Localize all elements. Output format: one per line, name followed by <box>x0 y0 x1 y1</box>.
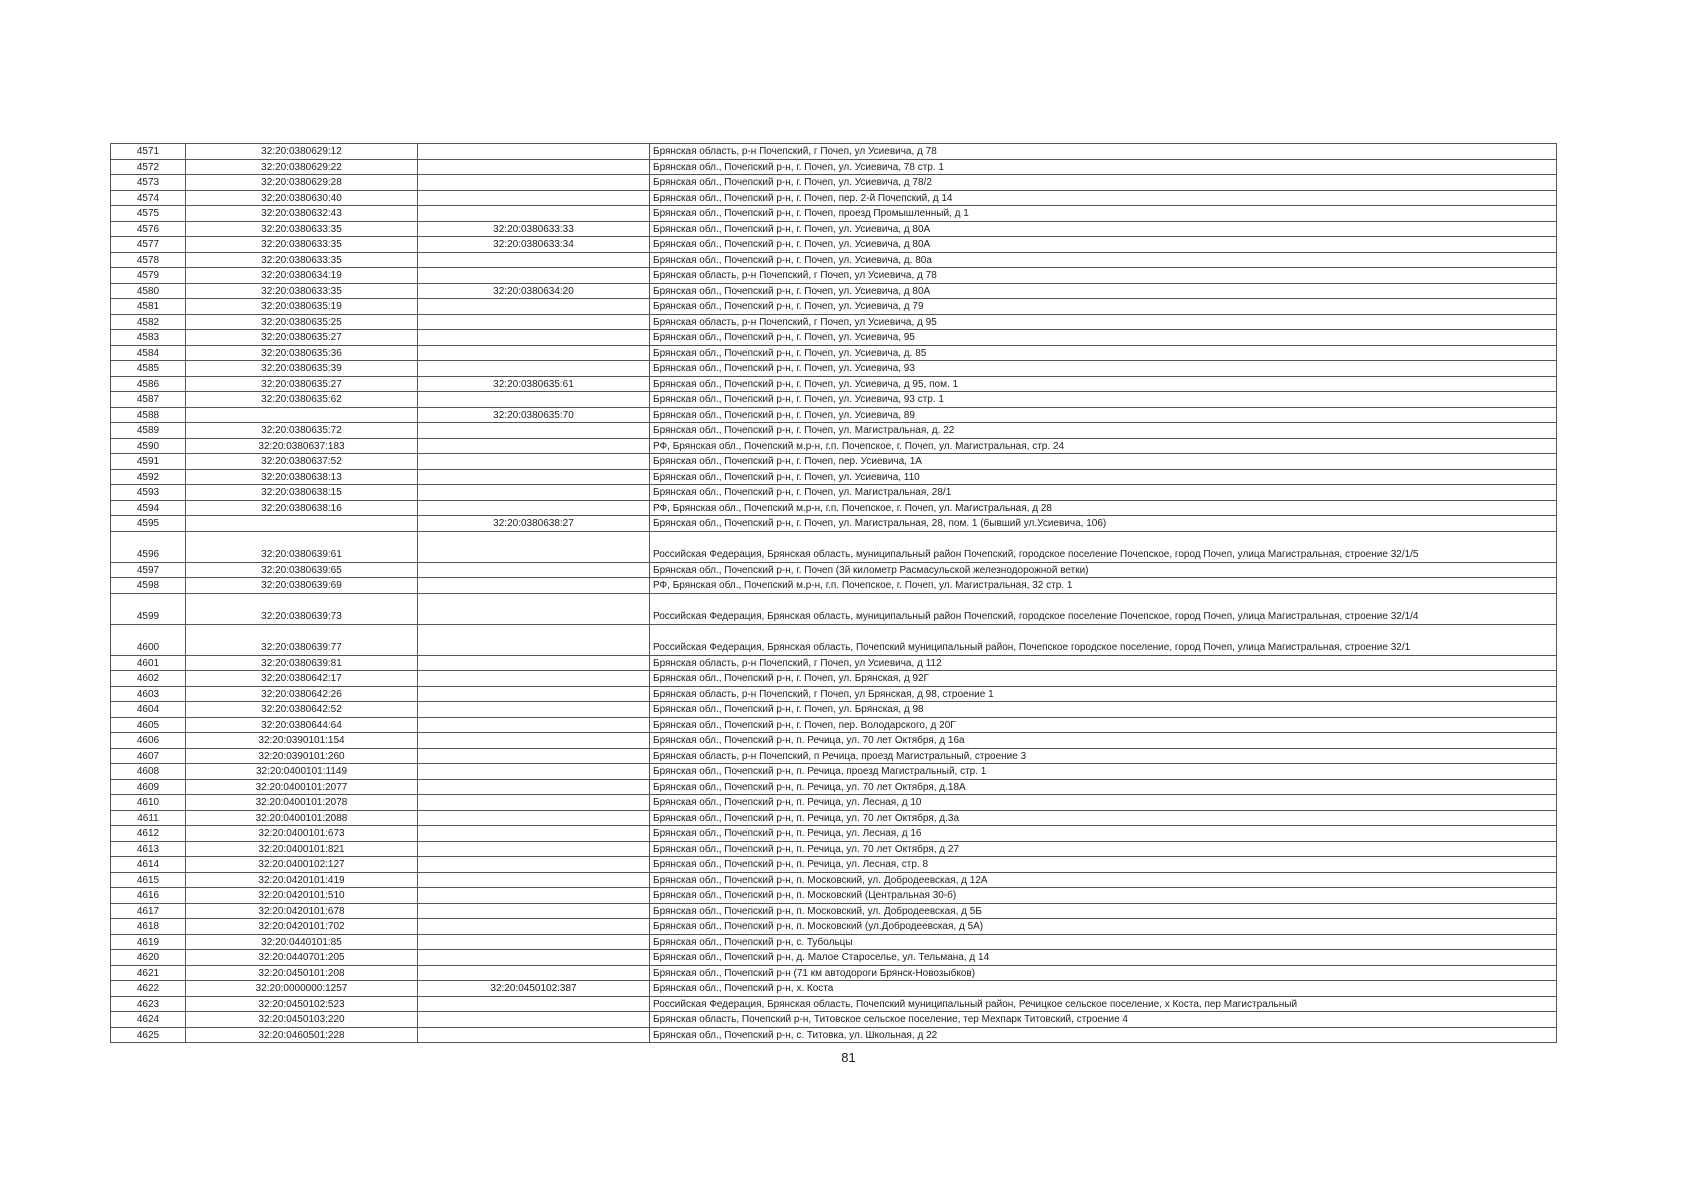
address-cell: Брянская обл., Почепский р-н, п. Речица, проезд Магистральный, стр. 1 <box>650 764 1557 780</box>
cadastral-number-cell: 32:20:0380629:12 <box>186 144 418 160</box>
table-row <box>111 159 1557 175</box>
registry-sheet <box>110 143 1556 1043</box>
row-number-cell: 4614 <box>111 857 186 873</box>
table-row <box>111 671 1557 687</box>
row-number-cell: 4612 <box>111 826 186 842</box>
table-row <box>111 593 1557 624</box>
parent-cadastral-number-cell <box>418 314 650 330</box>
parent-cadastral-number-cell <box>418 361 650 377</box>
parent-cadastral-number-cell <box>418 454 650 470</box>
table-row <box>111 888 1557 904</box>
table-row <box>111 655 1557 671</box>
table-row <box>111 454 1557 470</box>
cadastral-number-cell: 32:20:0400101:2078 <box>186 795 418 811</box>
parent-cadastral-number-cell: 32:20:0380635:61 <box>418 376 650 392</box>
cadastral-number-cell: 32:20:0380634:19 <box>186 268 418 284</box>
cadastral-number-cell: 32:20:0460501:228 <box>186 1027 418 1043</box>
address-cell: Брянская обл., Почепский р-н, п. Московский, ул. Добродеевская, д 12А <box>650 872 1557 888</box>
table-row <box>111 764 1557 780</box>
address-cell: Российская Федерация, Брянская область, Почепский муниципальный район, Почепское городское поселение, город Почеп, улица Магистральная, строение 32/1 <box>650 624 1557 655</box>
address-cell: Брянская обл., Почепский р-н (71 км автодороги Брянск-Новозыбков) <box>650 965 1557 981</box>
table-row <box>111 934 1557 950</box>
table-row <box>111 500 1557 516</box>
cadastral-number-cell: 32:20:0380638:15 <box>186 485 418 501</box>
address-cell: Брянская обл., Почепский р-н, г. Почеп, пер. Усиевича, 1А <box>650 454 1557 470</box>
table-row <box>111 237 1557 253</box>
cadastral-number-cell: 32:20:0380639:61 <box>186 531 418 562</box>
cadastral-number-cell: 32:20:0380633:35 <box>186 237 418 253</box>
cadastral-number-cell: 32:20:0390101:260 <box>186 748 418 764</box>
address-cell: РФ, Брянская обл., Почепский м.р-н, г.п. Почепское, г. Почеп, ул. Магистральная, 32 стр. 1 <box>650 578 1557 594</box>
address-cell: Брянская обл., Почепский р-н, г. Почеп, ул. Усиевича, 93 <box>650 361 1557 377</box>
row-number-cell: 4624 <box>111 1012 186 1028</box>
page-number: 81 <box>841 1050 856 1065</box>
parent-cadastral-number-cell <box>418 469 650 485</box>
row-number-cell: 4592 <box>111 469 186 485</box>
cadastral-number-cell: 32:20:0380630:40 <box>186 190 418 206</box>
cadastral-number-cell: 32:20:0380629:28 <box>186 175 418 191</box>
cadastral-number-cell: 32:20:0380639:77 <box>186 624 418 655</box>
parent-cadastral-number-cell <box>418 190 650 206</box>
parent-cadastral-number-cell <box>418 826 650 842</box>
cadastral-number-cell: 32:20:0000000:1257 <box>186 981 418 997</box>
table-row <box>111 423 1557 439</box>
table-row <box>111 531 1557 562</box>
address-cell: Брянская область, р-н Почепский, п Речица, проезд Магистральный, строение 3 <box>650 748 1557 764</box>
address-cell: Брянская обл., Почепский р-н, г. Почеп, ул. Усиевича, д 80А <box>650 237 1557 253</box>
cadastral-number-cell <box>186 407 418 423</box>
parent-cadastral-number-cell <box>418 903 650 919</box>
row-number-cell: 4591 <box>111 454 186 470</box>
cadastral-number-cell: 32:20:0380633:35 <box>186 252 418 268</box>
parent-cadastral-number-cell <box>418 330 650 346</box>
parent-cadastral-number-cell <box>418 252 650 268</box>
address-cell: Брянская область, р-н Почепский, г Почеп, ул Усиевича, д 112 <box>650 655 1557 671</box>
cadastral-number-cell: 32:20:0380639:65 <box>186 562 418 578</box>
row-number-cell: 4621 <box>111 965 186 981</box>
cadastral-number-cell <box>186 516 418 532</box>
cadastral-number-cell: 32:20:0420101:678 <box>186 903 418 919</box>
address-cell: Брянская обл., Почепский р-н, п. Московский (ул.Добродеевская, д 5А) <box>650 919 1557 935</box>
address-cell: Брянская область, р-н Почепский, г Почеп, ул Брянская, д 98, строение 1 <box>650 686 1557 702</box>
table-row <box>111 268 1557 284</box>
row-number-cell: 4589 <box>111 423 186 439</box>
cadastral-number-cell: 32:20:0450102:523 <box>186 996 418 1012</box>
row-number-cell: 4622 <box>111 981 186 997</box>
parent-cadastral-number-cell <box>418 810 650 826</box>
table-row <box>111 299 1557 315</box>
table-row <box>111 748 1557 764</box>
address-cell: РФ, Брянская обл., Почепский м.р-н, г.п. Почепское, г. Почеп, ул. Магистральная, стр. 24 <box>650 438 1557 454</box>
address-cell: Брянская обл., Почепский р-н, с. Тубольцы <box>650 934 1557 950</box>
row-number-cell: 4580 <box>111 283 186 299</box>
row-number-cell: 4575 <box>111 206 186 222</box>
parent-cadastral-number-cell: 32:20:0380634:20 <box>418 283 650 299</box>
address-cell: Брянская обл., Почепский р-н, г. Почеп (3й километр Расмасульской железнодорожной ветки) <box>650 562 1557 578</box>
address-cell: Брянская обл., Почепский р-н, г. Почеп, ул. Магистральная, д. 22 <box>650 423 1557 439</box>
table-row <box>111 702 1557 718</box>
address-cell: Брянская обл., Почепский р-н, г. Почеп, ул. Усиевича, д 95, пом. 1 <box>650 376 1557 392</box>
table-row <box>111 981 1557 997</box>
table-row <box>111 392 1557 408</box>
address-cell: Брянская обл., Почепский р-н, п. Речица, ул. 70 лет Октября, д 16а <box>650 733 1557 749</box>
table-row <box>111 717 1557 733</box>
parent-cadastral-number-cell <box>418 655 650 671</box>
parent-cadastral-number-cell <box>418 795 650 811</box>
table-row <box>111 826 1557 842</box>
cadastral-number-cell: 32:20:0380644:64 <box>186 717 418 733</box>
row-number-cell: 4590 <box>111 438 186 454</box>
address-cell: Брянская обл., Почепский р-н, п. Московский, ул. Добродеевская, д 5Б <box>650 903 1557 919</box>
table-row <box>111 407 1557 423</box>
table-row <box>111 779 1557 795</box>
address-cell: Брянская обл., Почепский р-н, с. Титовка, ул. Школьная, д 22 <box>650 1027 1557 1043</box>
table-row <box>111 1012 1557 1028</box>
table-row <box>111 175 1557 191</box>
parent-cadastral-number-cell <box>418 779 650 795</box>
row-number-cell: 4610 <box>111 795 186 811</box>
parent-cadastral-number-cell <box>418 888 650 904</box>
parent-cadastral-number-cell <box>418 175 650 191</box>
parent-cadastral-number-cell <box>418 392 650 408</box>
address-cell: Брянская обл., Почепский р-н, п. Речица, ул. Лесная, д 16 <box>650 826 1557 842</box>
table-row <box>111 330 1557 346</box>
parent-cadastral-number-cell <box>418 593 650 624</box>
cadastral-number-cell: 32:20:0380635:19 <box>186 299 418 315</box>
address-cell: Брянская обл., Почепский р-н, х. Коста <box>650 981 1557 997</box>
parent-cadastral-number-cell <box>418 671 650 687</box>
parent-cadastral-number-cell <box>418 919 650 935</box>
cadastral-number-cell: 32:20:0400101:2088 <box>186 810 418 826</box>
table-row <box>111 345 1557 361</box>
address-cell: Брянская обл., Почепский р-н, г. Почеп, ул. Усиевича, д 80А <box>650 221 1557 237</box>
row-number-cell: 4579 <box>111 268 186 284</box>
row-number-cell: 4584 <box>111 345 186 361</box>
parent-cadastral-number-cell <box>418 841 650 857</box>
address-cell: Брянская обл., Почепский р-н, г. Почеп, пер. 2-й Почепский, д 14 <box>650 190 1557 206</box>
table-row <box>111 190 1557 206</box>
row-number-cell: 4600 <box>111 624 186 655</box>
address-cell: Брянская обл., Почепский р-н, г. Почеп, ул. Брянская, д 92Г <box>650 671 1557 687</box>
parent-cadastral-number-cell <box>418 144 650 160</box>
parent-cadastral-number-cell <box>418 764 650 780</box>
cadastral-number-cell: 32:20:0380635:25 <box>186 314 418 330</box>
cadastral-number-cell: 32:20:0440701:205 <box>186 950 418 966</box>
address-cell: Брянская обл., Почепский р-н, п. Речица, ул. Лесная, д 10 <box>650 795 1557 811</box>
row-number-cell: 4613 <box>111 841 186 857</box>
row-number-cell: 4603 <box>111 686 186 702</box>
row-number-cell: 4619 <box>111 934 186 950</box>
address-cell: Брянская обл., Почепский р-н, г. Почеп, ул. Брянская, д 98 <box>650 702 1557 718</box>
address-cell: Российская Федерация, Брянская область, Почепский муниципальный район, Речицкое сельское поселение, х Коста, пер Магистральный <box>650 996 1557 1012</box>
address-cell: Брянская обл., Почепский р-н, г. Почеп, ул. Усиевича, 78 стр. 1 <box>650 159 1557 175</box>
row-number-cell: 4574 <box>111 190 186 206</box>
parent-cadastral-number-cell <box>418 485 650 501</box>
row-number-cell: 4597 <box>111 562 186 578</box>
cadastral-number-cell: 32:20:0420101:510 <box>186 888 418 904</box>
parent-cadastral-number-cell <box>418 872 650 888</box>
parent-cadastral-number-cell <box>418 299 650 315</box>
cadastral-number-cell: 32:20:0380642:52 <box>186 702 418 718</box>
row-number-cell: 4615 <box>111 872 186 888</box>
address-cell: Брянская область, Почепский р-н, Титовское сельское поселение, тер Мехпарк Титовский, строение 4 <box>650 1012 1557 1028</box>
row-number-cell: 4581 <box>111 299 186 315</box>
parent-cadastral-number-cell <box>418 686 650 702</box>
parent-cadastral-number-cell: 32:20:0380633:34 <box>418 237 650 253</box>
row-number-cell: 4578 <box>111 252 186 268</box>
parent-cadastral-number-cell <box>418 423 650 439</box>
address-cell: Брянская обл., Почепский р-н, п. Речица, ул. Лесная, стр. 8 <box>650 857 1557 873</box>
cadastral-number-cell: 32:20:0380635:27 <box>186 330 418 346</box>
registry-table-body <box>111 144 1557 1043</box>
parent-cadastral-number-cell <box>418 950 650 966</box>
table-row <box>111 903 1557 919</box>
address-cell: Брянская обл., Почепский р-н, г. Почеп, ул. Усиевича, 110 <box>650 469 1557 485</box>
address-cell: Брянская обл., Почепский р-н, п. Речица, ул. 70 лет Октября, д 27 <box>650 841 1557 857</box>
parent-cadastral-number-cell: 32:20:0380638:27 <box>418 516 650 532</box>
address-cell: Брянская обл., Почепский р-н, г. Почеп, пер. Володарского, д 20Г <box>650 717 1557 733</box>
row-number-cell: 4608 <box>111 764 186 780</box>
table-row <box>111 314 1557 330</box>
row-number-cell: 4607 <box>111 748 186 764</box>
table-row <box>111 438 1557 454</box>
cadastral-number-cell: 32:20:0380635:72 <box>186 423 418 439</box>
parent-cadastral-number-cell <box>418 159 650 175</box>
cadastral-number-cell: 32:20:0380639:69 <box>186 578 418 594</box>
parent-cadastral-number-cell <box>418 857 650 873</box>
row-number-cell: 4572 <box>111 159 186 175</box>
parent-cadastral-number-cell <box>418 934 650 950</box>
parent-cadastral-number-cell <box>418 268 650 284</box>
table-row <box>111 950 1557 966</box>
parent-cadastral-number-cell: 32:20:0450102:387 <box>418 981 650 997</box>
table-row <box>111 624 1557 655</box>
parent-cadastral-number-cell <box>418 578 650 594</box>
row-number-cell: 4583 <box>111 330 186 346</box>
table-row <box>111 376 1557 392</box>
row-number-cell: 4604 <box>111 702 186 718</box>
table-row <box>111 872 1557 888</box>
cadastral-number-cell: 32:20:0380639:81 <box>186 655 418 671</box>
address-cell: Брянская обл., Почепский р-н, п. Московский (Центральная 30-б) <box>650 888 1557 904</box>
row-number-cell: 4617 <box>111 903 186 919</box>
row-number-cell: 4611 <box>111 810 186 826</box>
cadastral-number-cell: 32:20:0380635:27 <box>186 376 418 392</box>
cadastral-number-cell: 32:20:0380638:16 <box>186 500 418 516</box>
row-number-cell: 4620 <box>111 950 186 966</box>
cadastral-number-cell: 32:20:0380635:36 <box>186 345 418 361</box>
cadastral-number-cell: 32:20:0450103:220 <box>186 1012 418 1028</box>
cadastral-number-cell: 32:20:0400102:127 <box>186 857 418 873</box>
address-cell: Брянская обл., Почепский р-н, г. Почеп, ул. Усиевича, 95 <box>650 330 1557 346</box>
address-cell: Брянская обл., Почепский р-н, г. Почеп, ул. Магистральная, 28, пом. 1 (бывший ул.Усиевича, 106) <box>650 516 1557 532</box>
row-number-cell: 4596 <box>111 531 186 562</box>
table-row <box>111 283 1557 299</box>
row-number-cell: 4601 <box>111 655 186 671</box>
table-row <box>111 733 1557 749</box>
registry-table <box>110 143 1557 1043</box>
parent-cadastral-number-cell <box>418 1027 650 1043</box>
parent-cadastral-number-cell <box>418 438 650 454</box>
parent-cadastral-number-cell <box>418 702 650 718</box>
table-row <box>111 144 1557 160</box>
row-number-cell: 4595 <box>111 516 186 532</box>
cadastral-number-cell: 32:20:0390101:154 <box>186 733 418 749</box>
row-number-cell: 4598 <box>111 578 186 594</box>
row-number-cell: 4593 <box>111 485 186 501</box>
table-row <box>111 919 1557 935</box>
address-cell: Брянская обл., Почепский р-н, г. Почеп, ул. Усиевича, д 79 <box>650 299 1557 315</box>
table-row <box>111 996 1557 1012</box>
address-cell: Брянская область, р-н Почепский, г Почеп, ул Усиевича, д 78 <box>650 268 1557 284</box>
table-row <box>111 857 1557 873</box>
cadastral-number-cell: 32:20:0380639:73 <box>186 593 418 624</box>
cadastral-number-cell: 32:20:0420101:419 <box>186 872 418 888</box>
row-number-cell: 4618 <box>111 919 186 935</box>
parent-cadastral-number-cell <box>418 500 650 516</box>
row-number-cell: 4623 <box>111 996 186 1012</box>
cadastral-number-cell: 32:20:0400101:673 <box>186 826 418 842</box>
table-row <box>111 221 1557 237</box>
address-cell: Российская Федерация, Брянская область, муниципальный район Почепский, городское поселение Почепское, город Почеп, улица Магистральная, строение 32/1/5 <box>650 531 1557 562</box>
address-cell: Брянская область, р-н Почепский, г Почеп, ул Усиевича, д 78 <box>650 144 1557 160</box>
address-cell: Брянская обл., Почепский р-н, г. Почеп, ул. Усиевича, д. 80а <box>650 252 1557 268</box>
cadastral-number-cell: 32:20:0380633:35 <box>186 221 418 237</box>
cadastral-number-cell: 32:20:0380633:35 <box>186 283 418 299</box>
address-cell: Брянская область, р-н Почепский, г Почеп, ул Усиевича, д 95 <box>650 314 1557 330</box>
table-row <box>111 469 1557 485</box>
cadastral-number-cell: 32:20:0380642:17 <box>186 671 418 687</box>
table-row <box>111 206 1557 222</box>
parent-cadastral-number-cell <box>418 206 650 222</box>
parent-cadastral-number-cell <box>418 965 650 981</box>
cadastral-number-cell: 32:20:0380637:183 <box>186 438 418 454</box>
row-number-cell: 4625 <box>111 1027 186 1043</box>
row-number-cell: 4602 <box>111 671 186 687</box>
table-row <box>111 965 1557 981</box>
address-cell: Брянская обл., Почепский р-н, д. Малое Староселье, ул. Тельмана, д 14 <box>650 950 1557 966</box>
address-cell: Брянская обл., Почепский р-н, г. Почеп, ул. Усиевича, 89 <box>650 407 1557 423</box>
cadastral-number-cell: 32:20:0380637:52 <box>186 454 418 470</box>
address-cell: Брянская обл., Почепский р-н, г. Почеп, ул. Усиевича, д 80А <box>650 283 1557 299</box>
row-number-cell: 4573 <box>111 175 186 191</box>
address-cell: Брянская обл., Почепский р-н, г. Почеп, ул. Усиевича, 93 стр. 1 <box>650 392 1557 408</box>
row-number-cell: 4571 <box>111 144 186 160</box>
address-cell: Брянская обл., Почепский р-н, г. Почеп, ул. Усиевича, д. 85 <box>650 345 1557 361</box>
cadastral-number-cell: 32:20:0440101:85 <box>186 934 418 950</box>
row-number-cell: 4586 <box>111 376 186 392</box>
row-number-cell: 4606 <box>111 733 186 749</box>
address-cell: Брянская обл., Почепский р-н, п. Речица, ул. 70 лет Октября, д.3а <box>650 810 1557 826</box>
parent-cadastral-number-cell <box>418 531 650 562</box>
cadastral-number-cell: 32:20:0380632:43 <box>186 206 418 222</box>
table-row <box>111 516 1557 532</box>
address-cell: Брянская обл., Почепский р-н, г. Почеп, ул. Усиевича, д 78/2 <box>650 175 1557 191</box>
row-number-cell: 4582 <box>111 314 186 330</box>
cadastral-number-cell: 32:20:0380638:13 <box>186 469 418 485</box>
parent-cadastral-number-cell <box>418 1012 650 1028</box>
row-number-cell: 4594 <box>111 500 186 516</box>
row-number-cell: 4609 <box>111 779 186 795</box>
row-number-cell: 4587 <box>111 392 186 408</box>
parent-cadastral-number-cell <box>418 733 650 749</box>
cadastral-number-cell: 32:20:0400101:1149 <box>186 764 418 780</box>
parent-cadastral-number-cell: 32:20:0380635:70 <box>418 407 650 423</box>
row-number-cell: 4605 <box>111 717 186 733</box>
row-number-cell: 4576 <box>111 221 186 237</box>
table-row <box>111 485 1557 501</box>
address-cell: Российская Федерация, Брянская область, муниципальный район Почепский, городское поселение Почепское, город Почеп, улица Магистральная, строение 32/1/4 <box>650 593 1557 624</box>
cadastral-number-cell: 32:20:0420101:702 <box>186 919 418 935</box>
cadastral-number-cell: 32:20:0380635:39 <box>186 361 418 377</box>
row-number-cell: 4577 <box>111 237 186 253</box>
table-row <box>111 578 1557 594</box>
table-row <box>111 562 1557 578</box>
table-row <box>111 361 1557 377</box>
cadastral-number-cell: 32:20:0380642:26 <box>186 686 418 702</box>
parent-cadastral-number-cell <box>418 996 650 1012</box>
cadastral-number-cell: 32:20:0380629:22 <box>186 159 418 175</box>
cadastral-number-cell: 32:20:0380635:62 <box>186 392 418 408</box>
cadastral-number-cell: 32:20:0450101:208 <box>186 965 418 981</box>
table-row <box>111 252 1557 268</box>
parent-cadastral-number-cell <box>418 624 650 655</box>
cadastral-number-cell: 32:20:0400101:2077 <box>186 779 418 795</box>
parent-cadastral-number-cell <box>418 717 650 733</box>
address-cell: РФ, Брянская обл., Почепский м.р-н, г.п. Почепское, г. Почеп, ул. Магистральная, д 28 <box>650 500 1557 516</box>
row-number-cell: 4616 <box>111 888 186 904</box>
address-cell: Брянская обл., Почепский р-н, г. Почеп, ул. Магистральная, 28/1 <box>650 485 1557 501</box>
table-row <box>111 810 1557 826</box>
table-row <box>111 686 1557 702</box>
parent-cadastral-number-cell <box>418 748 650 764</box>
address-cell: Брянская обл., Почепский р-н, г. Почеп, проезд Промышленный, д 1 <box>650 206 1557 222</box>
parent-cadastral-number-cell <box>418 345 650 361</box>
parent-cadastral-number-cell <box>418 562 650 578</box>
table-row <box>111 795 1557 811</box>
row-number-cell: 4588 <box>111 407 186 423</box>
cadastral-number-cell: 32:20:0400101:821 <box>186 841 418 857</box>
parent-cadastral-number-cell: 32:20:0380633:33 <box>418 221 650 237</box>
table-row <box>111 1027 1557 1043</box>
row-number-cell: 4599 <box>111 593 186 624</box>
table-row <box>111 841 1557 857</box>
row-number-cell: 4585 <box>111 361 186 377</box>
address-cell: Брянская обл., Почепский р-н, п. Речица, ул. 70 лет Октября, д.18А <box>650 779 1557 795</box>
